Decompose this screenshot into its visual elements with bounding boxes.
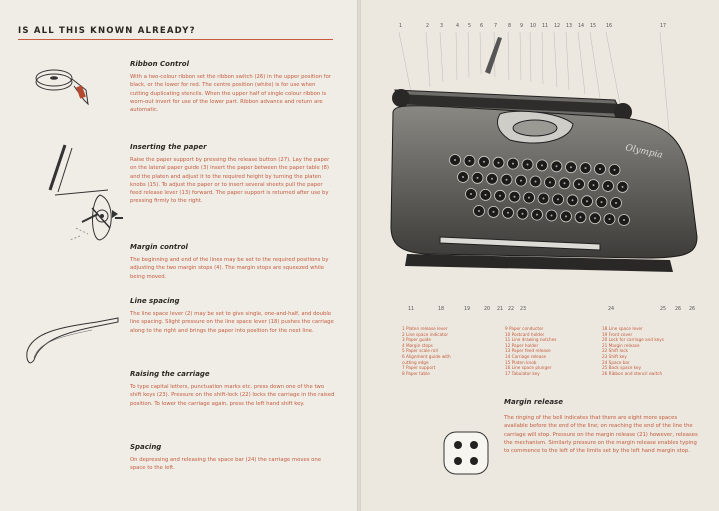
section-ribbon-control [130, 60, 335, 114]
key-glyph [454, 159, 456, 161]
legend-item: 23 Shift key [602, 353, 627, 359]
key-glyph [549, 181, 551, 183]
callout-number: 25 [660, 307, 667, 312]
callout-number: 24 [608, 307, 615, 312]
legend-item: 14 Carriage release [505, 353, 547, 359]
key-glyph [551, 215, 553, 217]
key-glyph [615, 202, 617, 204]
legend-item: 16 Line space plunger [505, 365, 552, 371]
callout-number: 11 [408, 307, 415, 312]
callout-number: 9 [520, 24, 524, 29]
section-inserting-paper [130, 143, 335, 206]
section-body: To type capital letters, punctuation marks etc. press down one of the two shift keys (23). Pressure on the shift-lock (22) locks the carriage in the raised position. To lower the carriage again, press the left hand shift key. [130, 384, 335, 407]
key-glyph [512, 163, 514, 165]
legend-item: 2 Line space indicator [402, 331, 449, 337]
key-glyph [527, 164, 529, 166]
legend-item: 26 Ribbon and stencil switch [602, 370, 663, 376]
margin-release-body: The ringing of the bell indicates that there are eight more spaces available before the end of the line; on reaching the end of the line the carriage will stop. Pressure on the margin release (21) however, releases the mechanism. Similarly pressure on the margin release enables typing to commence to the left of the limits set by the left hand margin stop. [504, 415, 698, 455]
callout-number: 1 [399, 24, 403, 29]
key-glyph [578, 183, 580, 185]
legend-item: 4 Margin stops [402, 342, 433, 348]
key-glyph [572, 199, 574, 201]
margin-release-key-illustration [441, 429, 491, 477]
key-glyph [491, 178, 493, 180]
typewriter-illustration [385, 32, 710, 302]
bottom-callout-numbers [0, 307, 719, 317]
key-glyph [470, 193, 472, 195]
callout-number: 8 [508, 24, 512, 29]
key-glyph [594, 217, 596, 219]
legend-item: 24 Space bar [602, 359, 630, 365]
key-glyph [535, 181, 537, 183]
book-spine [357, 0, 361, 511]
callout-number: 23 [520, 307, 527, 312]
legend-item: 9 Paper conductor [505, 326, 544, 331]
key-glyph [586, 200, 588, 202]
section-raising-carriage [130, 370, 335, 408]
legend-column-1 [402, 326, 451, 376]
typewriter-brand: Olympia [624, 143, 664, 161]
legend-item: 12 Paper holder [505, 342, 539, 348]
key-glyph [483, 161, 485, 163]
section-heading: Ribbon Control [130, 60, 189, 68]
legend-item: 1 Platen release lever [402, 326, 448, 331]
key-glyph [609, 218, 611, 220]
key-glyph [528, 197, 530, 199]
legend-item: 20 Lock for carriage and keys [602, 337, 664, 343]
callout-number: 19 [464, 307, 471, 312]
key-glyph [580, 216, 582, 218]
key-glyph [506, 179, 508, 181]
callout-number: 4 [456, 24, 460, 29]
key-glyph [593, 184, 595, 186]
key-glyph [543, 198, 545, 200]
line-space-lever-illustration [22, 312, 122, 372]
legend-item: 13 Paper feed release [505, 348, 551, 354]
key-glyph [477, 177, 479, 179]
key-glyph [570, 166, 572, 168]
callout-number: 26 [689, 307, 696, 312]
legend-column-2 [505, 326, 556, 376]
callout-number: 26 [675, 307, 682, 312]
key-glyph [499, 195, 501, 197]
callout-number: 11 [542, 24, 549, 29]
key-glyph [469, 160, 471, 162]
ribbon-spool-illustration [28, 60, 98, 115]
key-glyph [520, 180, 522, 182]
callout-number: 22 [508, 307, 515, 312]
key-glyph [507, 212, 509, 214]
section-body: On depressing and releasing the space bar (24) the carriage moves one space to the left. [130, 457, 322, 472]
section-spacing [130, 443, 335, 473]
key-glyph [522, 213, 524, 215]
legend-item: 11 Line drawing notches [505, 337, 557, 343]
key-glyph [485, 194, 487, 196]
key-glyph [565, 215, 567, 217]
callout-number: 12 [554, 24, 561, 29]
callout-number: 7 [494, 24, 498, 29]
key-glyph [599, 168, 601, 170]
section-body: With a two-colour ribbon set the ribbon switch (26) in the upper position for black, or the lower for red. The centre position (white) is for use when cutting duplicating stencils. When the upper half of single colour ribbon is worn-out invert for use of the lower part. Ribbon advance and return are automatic. [130, 74, 332, 114]
key-glyph [557, 198, 559, 200]
key-glyph [478, 210, 480, 212]
key-glyph [622, 186, 624, 188]
callout-number: 6 [480, 24, 484, 29]
callout-number: 2 [426, 24, 430, 29]
key-glyph [607, 185, 609, 187]
legend-item: 18 Line space lever [602, 326, 643, 331]
key-glyph [536, 214, 538, 216]
section-heading: Raising the carriage [130, 370, 210, 378]
callout-number: 15 [590, 24, 597, 29]
margin-release-heading: Margin release [504, 398, 563, 406]
legend-item: 5 Paper scale roll [402, 348, 438, 354]
page-title: IS ALL THIS KNOWN ALREADY? [18, 26, 196, 36]
callout-number: 5 [468, 24, 472, 29]
callout-number: 17 [660, 24, 667, 29]
key-glyph [498, 162, 500, 164]
title-rule [18, 39, 333, 40]
key-glyph [541, 164, 543, 166]
key-glyph [614, 169, 616, 171]
legend-item: 25 Back space key [602, 365, 642, 371]
section-heading: Line spacing [130, 297, 180, 305]
section-heading: Margin control [130, 243, 188, 251]
callout-number: 3 [440, 24, 444, 29]
paper-support-illustration [20, 140, 130, 270]
key-glyph [493, 211, 495, 213]
legend-column-3 [602, 326, 664, 376]
key-glyph [556, 165, 558, 167]
legend-item: 6 Alignment guide with [402, 353, 451, 359]
legend-item: 19 Front cover [602, 331, 633, 337]
legend-item: 21 Margin release [602, 342, 640, 348]
key-glyph [601, 201, 603, 203]
section-body: Raise the paper support by pressing the release button (27). Lay the paper on the lateral paper guide (3) insert the paper between the paper table (8) and the platen and adjust it to the required height by turning the platen knobs (15). To adjust the paper or to insert several sheets pull the paper feed release lever (13) forward. The paper support is returned after use by pressing firmly to the right. [130, 157, 330, 205]
legend-item: cutting edge [402, 359, 429, 365]
legend-item: 22 Shift lock [602, 348, 628, 354]
section-margin-control [130, 243, 335, 281]
key-glyph [514, 196, 516, 198]
key-glyph [564, 182, 566, 184]
callout-number: 10 [530, 24, 537, 29]
section-body: The line space lever (2) may be set to give single, one-and-half, and double line spacing. Slight pressure on the line space lever (18) pushes the carriage along to the right and brings the paper into position for the next line. [130, 311, 334, 334]
key-glyph [623, 219, 625, 221]
callout-number: 16 [606, 24, 613, 29]
section-body: The beginning and end of the lines may be set to the required positions by adjusting the two margin stops (4). The margin stops are squeezed while being moved. [130, 257, 329, 280]
callout-number: 13 [566, 24, 573, 29]
section-heading: Inserting the paper [130, 143, 207, 151]
callout-number: 18 [438, 307, 445, 312]
callout-number: 20 [484, 307, 491, 312]
key-glyph [585, 167, 587, 169]
key-glyph [462, 176, 464, 178]
legend-item: 7 Paper support [402, 365, 436, 371]
legend-item: 3 Paper guide [402, 337, 431, 343]
legend-item: 8 Paper table [402, 370, 430, 376]
callout-number: 21 [497, 307, 504, 312]
legend-item: 17 Tabulator key [505, 370, 540, 376]
callout-number: 14 [578, 24, 585, 29]
legend-item: 15 Platen knob [505, 359, 537, 365]
section-heading: Spacing [130, 443, 162, 451]
legend-item: 10 Postcard holder [505, 331, 545, 337]
